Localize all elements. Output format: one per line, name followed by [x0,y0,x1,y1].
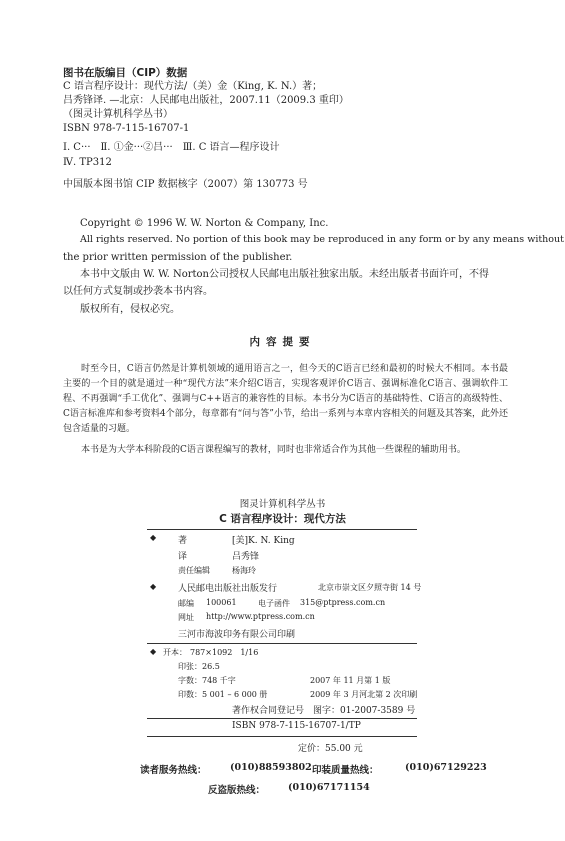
contract-number: 著作权合同登记号 图字：01-2007-3589 号 [232,706,416,716]
website-label: 网址 [178,613,194,622]
publisher: 人民邮电出版社出版发行 [178,584,278,594]
bullet-diamond-icon: ◆ [150,647,157,656]
website-value: http://www.ptpress.com.cn [206,612,315,621]
cip-heading: 图书在版编目（CIP）数据 [63,67,188,79]
format-value: 787×1092 1/16 [190,648,259,657]
postcode-value: 100061 [206,598,237,607]
cip-line-7: 中国版本图书馆 CIP 数据核字（2007）第 130773 号 [63,179,308,190]
isbn-rule [147,736,417,737]
cip-line-3: （图灵计算机科学丛书） [63,109,173,120]
hotline-quality-number: (010)67129223 [405,762,487,773]
editor-value: 杨海玲 [232,566,256,575]
contract-rule [147,718,417,719]
format-label: 开本： [163,648,187,657]
cip-line-5: Ⅰ. C··· Ⅱ. ①金···②吕··· Ⅲ. C 语言—程序设计 [63,142,280,153]
postcode-label: 邮编 [178,599,194,608]
publisher-address: 北京市崇文区夕照寺街 14 号 [318,583,422,592]
sheets: 印张：26.5 [178,662,220,671]
summary-paragraph-2: 本书是为大学本科阶段的C语言课程编写的教材，同时也非常适合作为其他一些课程的辅助用书。 [81,445,466,455]
cip-line-2: 吕秀锋译. —北京：人民邮电出版社，2007.11（2009.3 重印） [63,95,349,106]
price: 定价：55.00 元 [298,744,363,754]
hotline-service-label: 读者服务热线： [140,765,207,776]
cip-line-4: ISBN 978-7-115-16707-1 [63,123,190,134]
bullet-diamond-icon: ◆ [150,533,157,542]
hotline-quality-label: 印装质量热线： [312,765,379,776]
copyright-line-3: the prior written permission of the publisher. [63,252,293,263]
printer: 三河市海波印务有限公司印刷 [178,630,296,640]
editor-label: 责任编辑 [178,566,210,575]
email-label: 电子函件 [258,599,290,608]
cip-line-6: Ⅳ. TP312 [63,157,112,168]
translator-value: 吕秀锋 [232,552,260,562]
summary-title: 内容提要 [249,336,316,348]
hotline-piracy-label: 反盗版热线： [208,785,266,796]
edition: 2007 年 11 月第 1 版 [310,676,391,685]
book-title: C 语言程序设计：现代方法 [219,513,346,525]
words: 字数：748 千字 [178,676,236,685]
copyright-line-1: Copyright © 1996 W. W. Norton & Company, Inc. [80,218,329,229]
email-value: 315@ptpress.com.cn [300,598,386,607]
copyright-line-4: 本书中文版由 W. W. Norton公司授权人民邮电出版社独家出版。未经出版者书面许可，不得 [80,269,489,280]
summary-paragraph-1: 时至今日，C语言仍然是计算机领域的通用语言之一，但今天的C语言已经和最初的时候大不相同。本书最主要的一个目的就是通过一种“现代方法”来介绍C语言，实现客观评价C语言、强调标准化C语言、强调软件工程、不再强调“手工优化”、强调与C++语言的兼容性的目标。本书分为C语言的基础特性、C语言的高级特性、C语言标准库和参考资料4个部分，每章都有“问与答”小节，给出一系列与本章内容相关的问题及其答案，此外还包含适量的习题。 [63,364,508,434]
translator-label: 译 [178,552,188,562]
copyright-line-5: 以任何方式复制或抄袭本书内容。 [63,286,213,297]
cip-line-1: C 语言程序设计：现代方法/（美）金（King, K. N.）著； [63,81,323,92]
author-label: 著 [178,536,188,546]
hotline-piracy-number: (010)67171154 [288,782,370,793]
bullet-diamond-icon: ◆ [150,582,157,591]
author-value: [美]K. N. King [232,536,295,546]
printer-rule [147,643,417,644]
title-rule [147,529,417,530]
series-name: 图灵计算机科学丛书 [239,499,326,510]
copyright-line-6: 版权所有，侵权必究。 [80,304,180,315]
isbn-cip: ISBN 978-7-115-16707-1/TP [232,721,361,731]
print-date: 2009 年 3 月河北第 2 次印刷 [310,690,418,699]
print-count: 印数：5 001 – 6 000 册 [178,690,268,699]
copyright-line-2: All rights reserved. No portion of this book may be reproduced in any form or by any means without [80,234,564,245]
hotline-service-number: (010)88593802 [230,762,312,773]
